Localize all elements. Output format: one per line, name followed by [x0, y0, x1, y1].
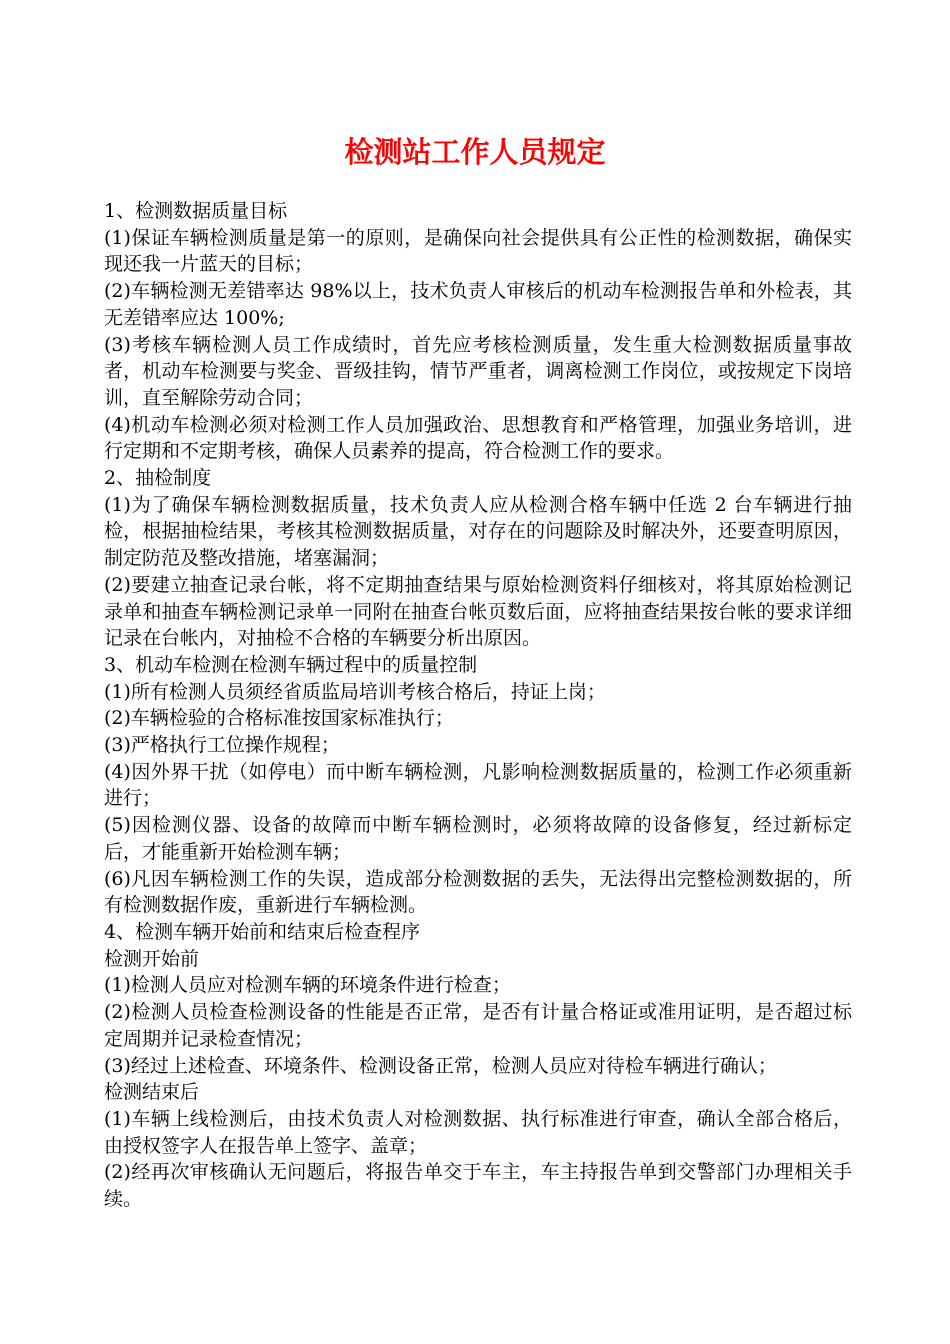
document-title: 检测站工作人员规定: [344, 135, 606, 169]
paragraph: (1)所有检测人员须经省质监局培训考核合格后，持证上岗；: [104, 680, 606, 703]
paragraph: (2)经再次审核确认无问题后，将报告单交于车主，车主持报告单到交警部门办理相关手续。: [104, 1161, 852, 1211]
paragraph: (2)要建立抽查记录台帐，将不定期抽查结果与原始检测资料仔细核对，将其原始检测记录单和抽查车辆检测记录单一同附在抽查台帐页数后面，应将抽查结果按台帐的要求详细记录在台帐内，对抽检不合格的车辆要分析出原因。: [104, 573, 852, 650]
paragraph: (3)严格执行工位操作规程；: [104, 734, 340, 757]
section-heading-1: 1、检测数据质量目标: [104, 200, 288, 222]
paragraph: (4)因外界干扰（如停电）而中断车辆检测，凡影响检测数据质量的，检测工作必须重新进行；: [104, 760, 852, 810]
paragraph: (2)车辆检验的合格标准按国家标准执行；: [104, 707, 454, 730]
paragraph: (4)机动车检测必须对检测工作人员加强政治、思想教育和严格管理，加强业务培训，进行定期和不定期考核，确保人员素养的提高，符合检测工作的要求。: [104, 413, 852, 463]
paragraph: (2)车辆检测无差错率达 98%以上，技术负责人审核后的机动车检测报告单和外检表，其无差错率应达 100%;: [104, 280, 852, 329]
paragraph: (6)凡因车辆检测工作的失误，造成部分检测数据的丢失，无法得出完整检测数据的，所有检测数据作废，重新进行车辆检测。: [104, 867, 852, 917]
document-body: [104, 198, 852, 1213]
paragraph: (5)因检测仪器、设备的故障而中断车辆检测时，必须将故障的设备修复，经过新标定后，才能重新开始检测车辆；: [104, 814, 852, 863]
paragraph: (2)检测人员检查检测设备的性能是否正常，是否有计量合格证或准用证明，是否超过标定周期并记录检查情况；: [104, 1001, 852, 1050]
section-heading-2: 2、抽检制度: [104, 467, 212, 490]
paragraph: (1)保证车辆检测质量是第一的原则，是确保向社会提供具有公正性的检测数据，确保实现还我一片蓝天的目标；: [104, 226, 852, 276]
paragraph: (1)检测人员应对检测车辆的环境条件进行检查；: [104, 974, 511, 997]
subheading: 检测开始前: [104, 947, 200, 970]
section-heading-4: 4、检测车辆开始前和结束后检查程序: [104, 920, 421, 943]
paragraph: (3)经过上述检查、环境条件、检测设备正常，检测人员应对待检车辆进行确认；: [104, 1054, 777, 1077]
section-heading-3: 3、机动车检测在检测车辆过程中的质量控制: [104, 653, 478, 676]
subheading: 检测结束后: [104, 1081, 200, 1104]
paragraph: (3)考核车辆检测人员工作成绩时，首先应考核检测质量，发生重大检测数据质量事故者，机动车检测要与奖金、晋级挂钩，情节严重者，调离检测工作岗位，或按规定下岗培训，直至解除劳动合同；: [104, 333, 852, 409]
paragraph: (1)车辆上线检测后，由技术负责人对检测数据、执行标准进行审查，确认全部合格后，由授权签字人在报告单上签字、盖章；: [104, 1107, 852, 1157]
paragraph: (1)为了确保车辆检测数据质量，技术负责人应从检测合格车辆中任选 2 台车辆进行抽检，根据抽检结果，考核其检测数据质量，对存在的问题除及时解决外，还要查明原因，制定防范及整改措施，堵塞漏洞；: [104, 493, 852, 570]
